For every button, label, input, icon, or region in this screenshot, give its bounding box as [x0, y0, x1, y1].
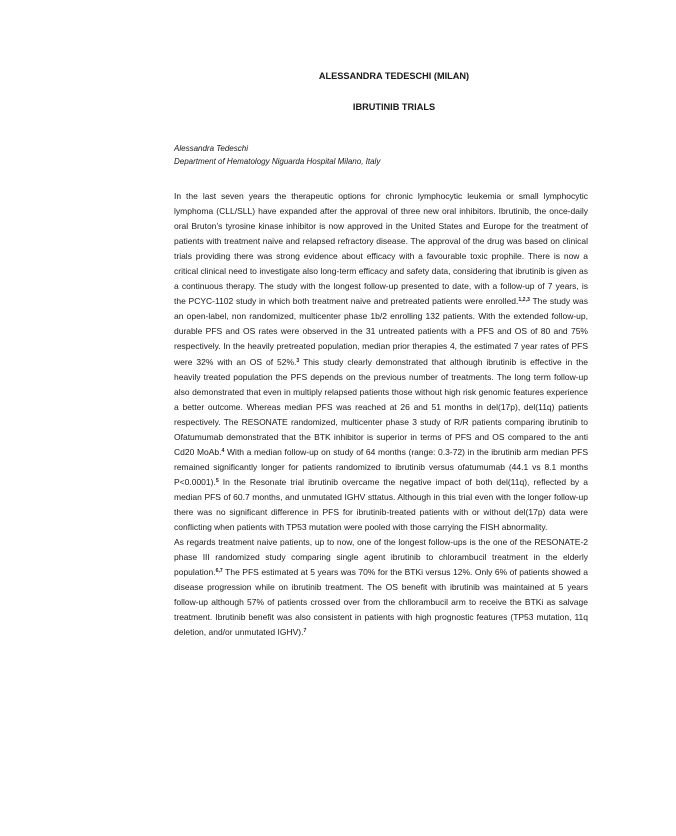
paragraph-text-run: The PFS estimated at 5 years was 70% for the BTKi versus 12%. Only 6% of patients showed a disease progression while on ibrutinib treatment. The OS benefit with ibrutinib was maintained at 5 years follow-up although 57% of patients crossed over from the chllorambucil arm to receive the BTKi as salvage treatment. Ibrutinib benefit was also consistent in patients with high prognostic features (TP53 mutation, 11q deletion, and/or unmutated IGHV). [174, 567, 588, 638]
document-subtitle: IBRUTINIB TRIALS [352, 102, 436, 112]
paragraph-text-run: This study clearly demonstrated that although ibrutinib is effective in the heavily treated population the PFS depends on the previous number of treatments. The long term follow-up also demonstrated that even in multiply relapsed patients those without high risk genomic features experience a better outcome. Whereas median PFS was reached at 26 and 51 months in del(17p), del(11q) patients respectively. The RESONATE randomized, multicenter phase 3 study of R/R patients comparing ibrutinib to Ofatumumab demonstrated that the BTK inhibitor is superior in terms of PFS and OS compared to the anti Cd20 MoAb. [174, 356, 588, 457]
citation-superscript: 4 [221, 447, 225, 454]
paragraph [174, 535, 588, 640]
paragraph-text-run: As regards treatment naive patients, up to now, one of the longest follow-ups is the one of the RESONATE-2 phase III randomized study comparing single agent ibrutinib to chlorambucil treatment in the elderly population. [174, 537, 588, 578]
author-name: Alessandra Tedeschi [174, 144, 248, 153]
body-text [174, 189, 588, 640]
document-page [174, 70, 588, 640]
paragraph-text-run: In the Resonate trial ibrutinib overcame the negative impact of both del(11q), reflected by a median PFS of 60.7 months, and unmutated IGHV sttatus. Although in this trial even with the longer follow-up there was no significant difference in PFS for ibrutinib-treated patients with or without del(17p) data were conflicting when patients with TP53 mutation were pooled with those carrying the FISH abnormality. [174, 476, 588, 533]
paragraph-text-run: With a median follow-up on study of 64 months (range: 0.3-72) in the ibrutinib arm median PFS remained significantly longer for patients randomized to ibrutinib versus ofatumumab (44.1 vs 8.1 months P<0.0001). [174, 446, 588, 487]
citation-superscript: 6,7 [215, 568, 223, 575]
document-title: ALESSANDRA TEDESCHI (MILAN) [318, 71, 470, 81]
author-affiliation: Department of Hematology Niguarda Hospital Milano, Italy [174, 157, 381, 166]
paragraph [174, 189, 588, 535]
citation-superscript: 7 [303, 628, 307, 635]
citation-superscript: 1,2,3 [518, 297, 530, 304]
paragraph-text-run: In the last seven years the therapeutic options for chronic lymphocytic leukemia or small lymphocytic lymphoma (CLL/SLL) have expanded after the approval of three new oral inhibitors. Ibrutinib, the once-daily oral Bruton’s tyrosine kinase inhibitor is now approved in the United States and Europe for the treatment of patients with treatment naive and relapsed refractory disease. The approval of the drug was based on clinical trials providing there was strong evidence about efficacy with a favourable toxic prophile. There is now a critical clinical need to investigate also long-term efficacy and safety data, considering that ibrutinib is given as a continuous therapy. The study with the longest follow-up presented to date, with a follow-up of 7 years, is the PCYC-1102 study in which both treatment naive and pretreated patients were enrolled. [174, 191, 588, 307]
citation-superscript: 3 [296, 357, 300, 364]
paragraph-text-run: The study was an open-label, non randomized, multicenter phase 1b/2 enrolling 132 patients. With the extended follow-up, durable PFS and OS rates were observed in the 31 untreated patients with a PFS and OS of 80 and 75% respectively. In the heavily pretreated population, median prior therapies 4, the estimated 7 year rates of PFS were 32% with an OS of 52%. [174, 296, 588, 367]
author-block [174, 142, 588, 168]
citation-superscript: 5 [215, 477, 219, 484]
